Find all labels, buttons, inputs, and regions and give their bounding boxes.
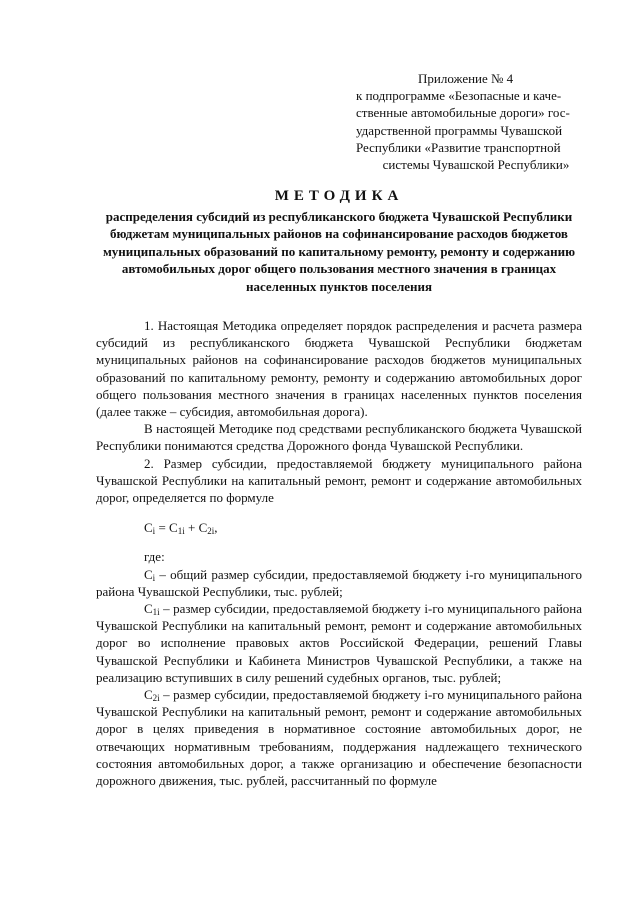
appendix-line: системы Чувашской Республики» [382,157,570,173]
formula-main: $C_i = C_{1i} + C_{2i}$, [144,520,218,537]
appendix-line: Республики «Развитие транспортной [356,139,561,155]
definition-c1i: $C_{1i}$ – размер субсидии, предоставляемой бюджету i-го муниципального района Чувашской Республики на капитальный ремонт, ремонт и содержание автомобильных дорог во исполнение правовых актов Российской Федерации, решений Главы Чувашской Республики и Кабинета Министров Чувашской Республики, а также на реализацию вступивших в силу решений судебных органов, тыс. рублей; [96,601,582,685]
appendix-line: к подпрограмме «Безопасные и каче- [356,88,562,104]
appendix-title: Приложение № 4 [418,71,514,86]
paragraph-1: 1. Настоящая Методика определяет порядок распределения и расчета размера субсидий из республиканского бюджета Чувашской Республики бюджетам муниципальных районов на софинансирование расходов бюджетов муниципальных образований по капитальному ремонту, ремонту и содержанию автомобильных дорог общего пользования местного значения в границах населенных пунктов поселения (далее также – субсидия, автомобильная дорога). [96,318,582,420]
paragraph-2: В настоящей Методике под средствами республиканского бюджета Чувашской Республики понимаются средства Дорожного фонда Чувашской Республики. [96,421,582,454]
appendix-line: ственные автомобильные дороги» гос- [356,105,570,121]
heading-subtitle: распределения субсидий из республиканского бюджета Чувашской Республики бюджетам муниципальных районов на софинансирование расходов бюджетов муниципальных образований по капитальному ремонту, ремонту и содержанию автомобильных дорог общего пользования местного значения в границах населенных пунктов поселения [102,208,576,294]
appendix-line: ударственной программы Чувашской [356,122,563,138]
definition-c2i: $C_{2i}$ – размер субсидии, предоставляемой бюджету i-го муниципального района Чувашской Республики на капитальный ремонт, ремонт и содержание автомобильных дорог в целях приведения в нормативное состояние автомобильных дорог, не отвечающих нормативным требованиям, поддержания надлежащего технического состояния автомобильных дорог, а также организацию и обеспечение безопасности дорожного движения, тыс. рублей, рассчитанный по формуле [96,687,582,789]
appendix-block [356,70,596,173]
paragraph-3: 2. Размер субсидии, предоставляемой бюджету муниципального района Чувашской Республики на капитальный ремонт, ремонт и содержание автомобильных дорог, определяется по формуле [96,455,582,506]
heading-title: МЕТОДИКА [274,188,404,204]
document-body [96,317,582,789]
definition-ci: $C_i$ – общий размер субсидии, предоставляемой бюджету i-го муниципального района Чувашской Республики, тыс. рублей; [96,566,582,599]
where-label: где: [144,549,165,565]
document-heading [96,188,582,295]
